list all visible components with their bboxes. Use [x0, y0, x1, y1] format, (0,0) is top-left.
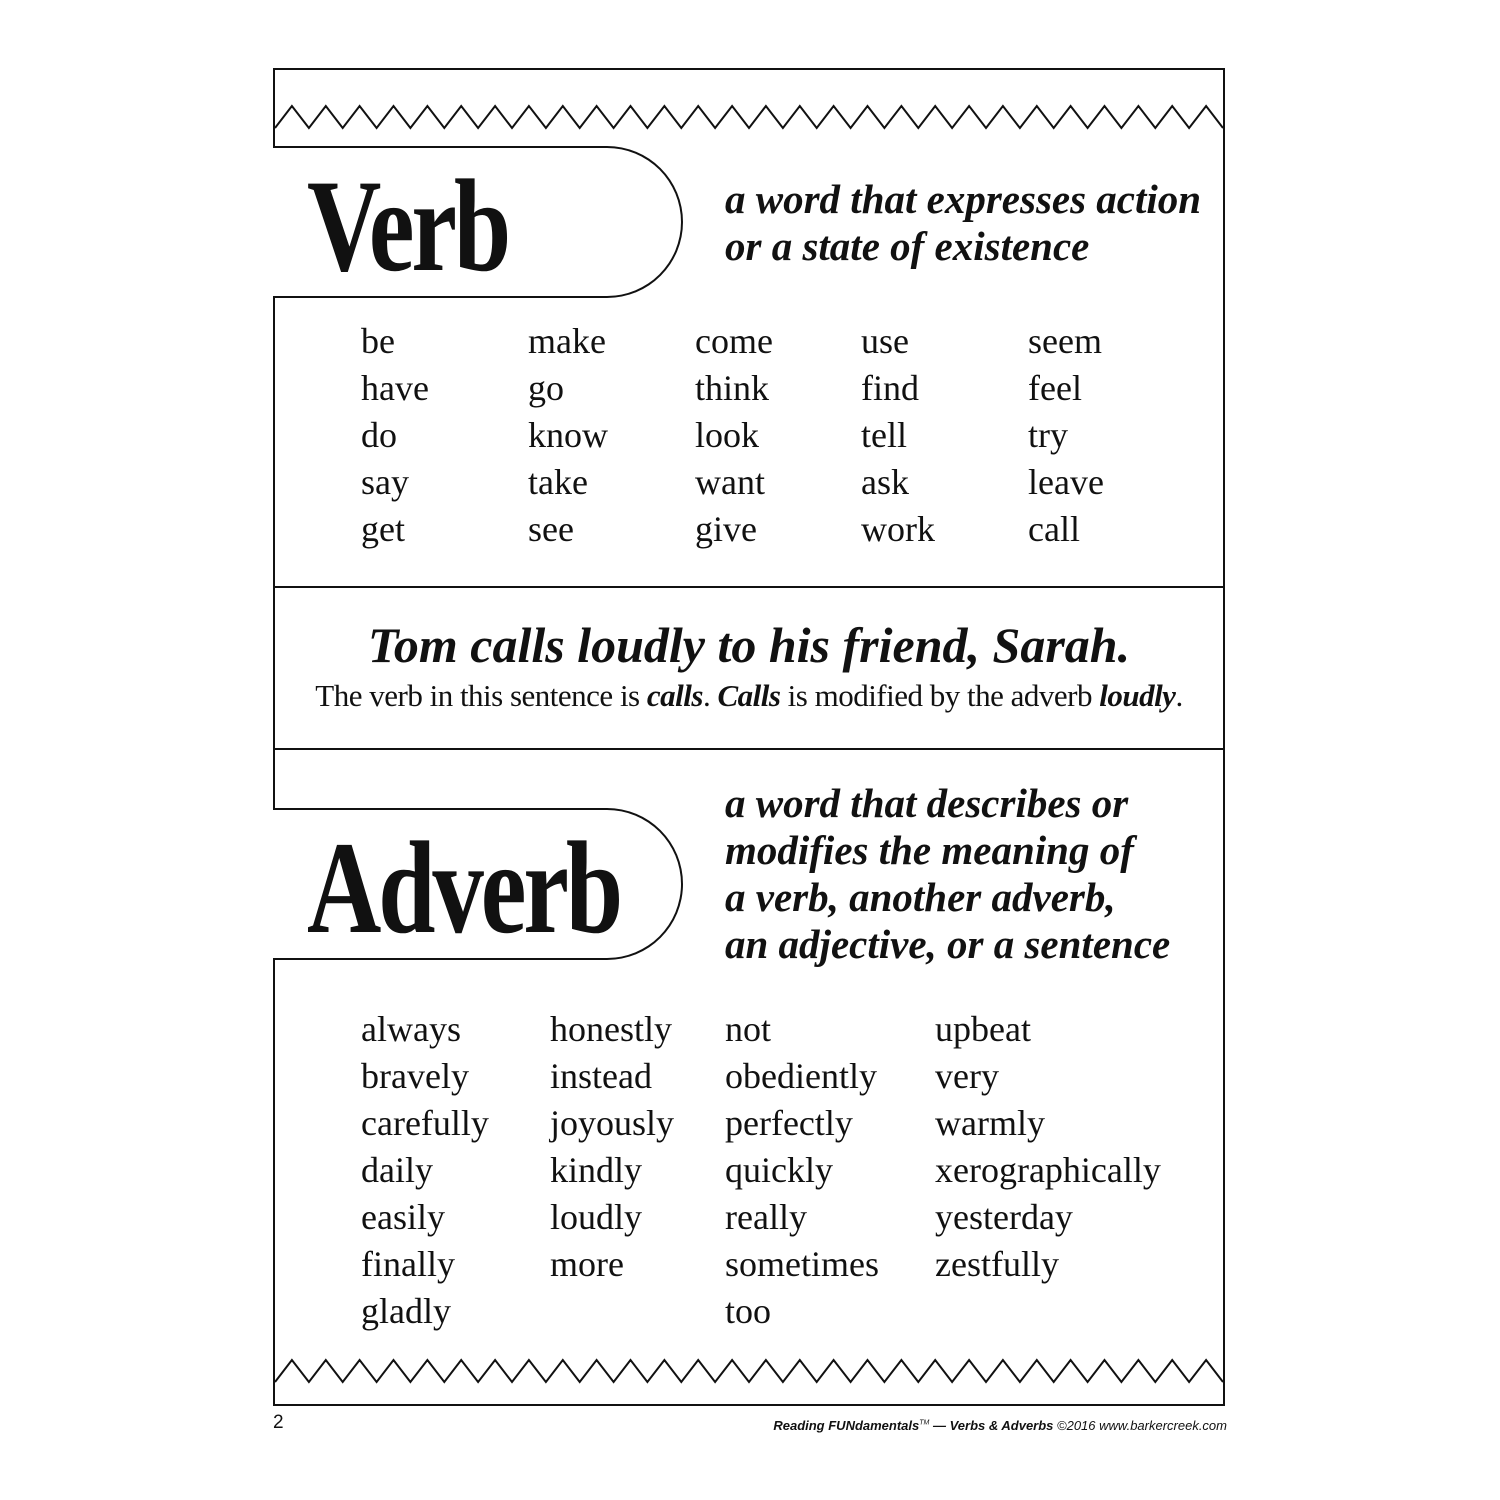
verb-column	[361, 318, 429, 553]
adverb-word: zestfully	[935, 1244, 1059, 1284]
footer-copyright: ©2016 www.barkercreek.com	[1053, 1418, 1227, 1433]
verb-word: try	[1028, 415, 1068, 455]
verb-word: say	[361, 462, 409, 502]
adverb-word: easily	[361, 1197, 445, 1237]
adverb-word: very	[935, 1056, 999, 1096]
adverb-definition	[725, 780, 1205, 968]
verb-word: give	[695, 509, 757, 549]
adverb-column	[550, 1006, 674, 1288]
adverb-word: warmly	[935, 1103, 1045, 1143]
adverb-column	[935, 1006, 1161, 1288]
explanation-text-2: .	[702, 678, 718, 713]
adverb-definition-line-3: a verb, another adverb,	[725, 874, 1116, 920]
adverb-column	[361, 1006, 489, 1335]
zigzag-line	[275, 1360, 1223, 1382]
adverb-word: honestly	[550, 1009, 672, 1049]
adverb-word: perfectly	[725, 1103, 853, 1143]
verb-word: come	[695, 321, 773, 361]
verb-word: be	[361, 321, 395, 361]
verb-word: find	[861, 368, 919, 408]
verb-word: know	[528, 415, 608, 455]
zigzag-border-top	[275, 98, 1223, 138]
adverb-word: instead	[550, 1056, 652, 1096]
verb-word: work	[861, 509, 935, 549]
worksheet-frame	[273, 68, 1225, 1406]
explanation-text-1: The verb in this sentence is	[315, 678, 647, 713]
adverb-word: always	[361, 1009, 461, 1049]
adverb-word: quickly	[725, 1150, 833, 1190]
adverb-word: not	[725, 1009, 772, 1049]
adverb-definition-line-2: modifies the meaning of	[725, 827, 1134, 873]
adverb-definition-line-1: a word that describes or	[725, 780, 1129, 826]
adverb-word: daily	[361, 1150, 433, 1190]
explanation-verb-word-cap: Calls	[717, 678, 781, 713]
verb-word: do	[361, 415, 397, 455]
verb-title-tab	[273, 146, 683, 298]
adverb-column	[725, 1006, 879, 1335]
verb-word: feel	[1028, 368, 1082, 408]
adverb-word: xerographically	[935, 1150, 1161, 1190]
verb-title: Verb	[307, 152, 509, 299]
verb-word: ask	[861, 462, 909, 502]
footer-series: Reading FUNdamentals	[773, 1418, 920, 1433]
adverb-word: upbeat	[935, 1009, 1031, 1049]
verb-word: tell	[861, 415, 907, 455]
verb-word: seem	[1028, 321, 1102, 361]
zigzag-line	[275, 106, 1223, 128]
explanation-text-3: is modified by the adverb	[780, 678, 1100, 713]
footer-dash: —	[929, 1418, 950, 1433]
adverb-word: bravely	[361, 1056, 469, 1096]
verb-word: go	[528, 368, 564, 408]
verb-word: leave	[1028, 462, 1104, 502]
adverb-definition-line-4: an adjective, or a sentence	[725, 921, 1171, 967]
verb-word: use	[861, 321, 909, 361]
adverb-word: obediently	[725, 1056, 877, 1096]
verb-word: want	[695, 462, 765, 502]
footer-book: Verbs & Adverbs	[949, 1418, 1054, 1433]
verb-column	[695, 318, 773, 553]
adverb-word: kindly	[550, 1150, 643, 1190]
verb-word: look	[695, 415, 760, 455]
adverb-word: too	[725, 1291, 772, 1331]
adverb-word: joyously	[550, 1103, 675, 1143]
verb-column	[861, 318, 935, 553]
verb-column	[1028, 318, 1104, 553]
adverb-word: finally	[361, 1244, 455, 1284]
adverb-word: gladly	[361, 1291, 451, 1331]
adverb-word: more	[550, 1244, 624, 1284]
verb-word: call	[1028, 509, 1080, 549]
adverb-word: carefully	[361, 1103, 489, 1143]
adverb-title: Adverb	[307, 814, 621, 961]
explanation-adverb-word: loudly	[1099, 678, 1176, 713]
footer-trademark: TM	[919, 1419, 930, 1427]
verb-definition	[725, 176, 1205, 270]
example-explanation	[275, 678, 1223, 714]
explanation-verb-word: calls	[646, 678, 703, 713]
divider-bottom	[275, 748, 1223, 750]
adverb-title-tab	[273, 808, 683, 960]
verb-word: think	[695, 368, 770, 408]
verb-word: have	[361, 368, 429, 408]
verb-definition-line-1: a word that expresses action	[725, 176, 1202, 222]
verb-word: make	[528, 321, 606, 361]
adverb-word: sometimes	[725, 1244, 879, 1284]
verb-definition-line-2: or a state of existence	[725, 223, 1090, 269]
adverb-word: yesterday	[935, 1197, 1073, 1237]
explanation-text-4: .	[1175, 678, 1183, 713]
example-sentence: Tom calls loudly to his friend, Sarah.	[367, 617, 1131, 673]
verb-word: take	[528, 462, 588, 502]
zigzag-border-bottom	[275, 1352, 1223, 1392]
verb-column	[528, 318, 608, 553]
page-number: 2	[273, 1412, 284, 1433]
divider-top	[275, 586, 1223, 588]
footer-credit	[773, 1418, 1227, 1433]
verb-word: get	[361, 509, 405, 549]
adverb-word: really	[725, 1197, 807, 1237]
adverb-word: loudly	[550, 1197, 643, 1237]
verb-word: see	[528, 509, 574, 549]
